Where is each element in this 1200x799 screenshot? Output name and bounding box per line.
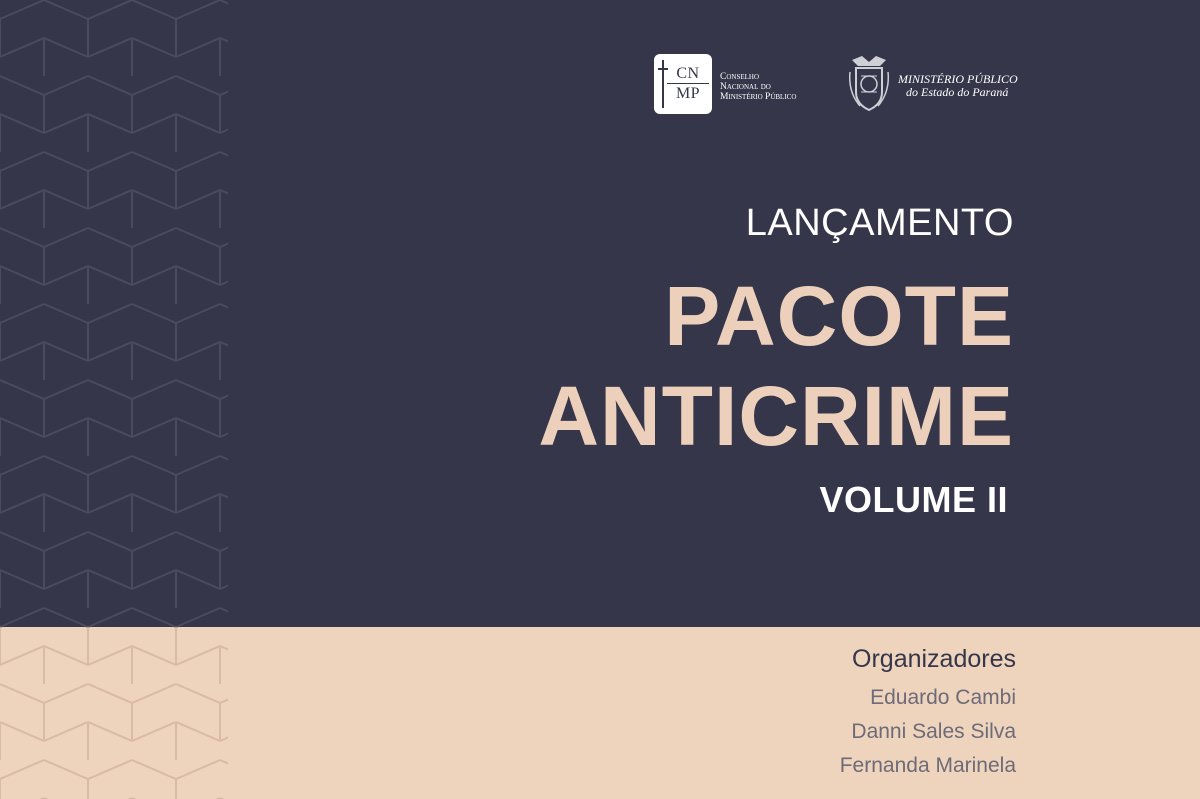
launch-kicker: LANÇAMENTO (745, 202, 1014, 244)
title-line-1: PACOTE (664, 269, 1014, 363)
header-logos (654, 52, 1044, 122)
cnmp-abbr-bottom: MP (667, 83, 709, 103)
cnmp-logo (654, 54, 814, 116)
cnmp-name (720, 72, 820, 102)
mppr-logo (846, 52, 1046, 116)
cnmp-name-line2: Nacional do (720, 82, 771, 92)
cnmp-emblem (654, 54, 712, 114)
coat-of-arms-icon (846, 52, 892, 114)
title-line-2: ANTICRIME (538, 369, 1014, 463)
organizer-name: Fernanda Marinela (839, 754, 1016, 777)
cnmp-name-line3: Ministério Público (720, 92, 797, 102)
organizers-heading: Organizadores (852, 645, 1016, 673)
organizer-name: Danni Sales Silva (851, 720, 1016, 743)
cnmp-abbr-top: CN (676, 65, 700, 82)
cnmp-name-line1: Conselho (720, 72, 760, 82)
mppr-title: MINISTÉRIO PÚBLICO (898, 72, 1018, 86)
mppr-subtitle: do Estado do Paraná (906, 85, 1009, 99)
cnmp-abbr (667, 64, 709, 103)
volume-label: VOLUME II (819, 479, 1008, 520)
organizer-name: Eduardo Cambi (870, 686, 1016, 709)
geometric-pattern (0, 0, 228, 799)
